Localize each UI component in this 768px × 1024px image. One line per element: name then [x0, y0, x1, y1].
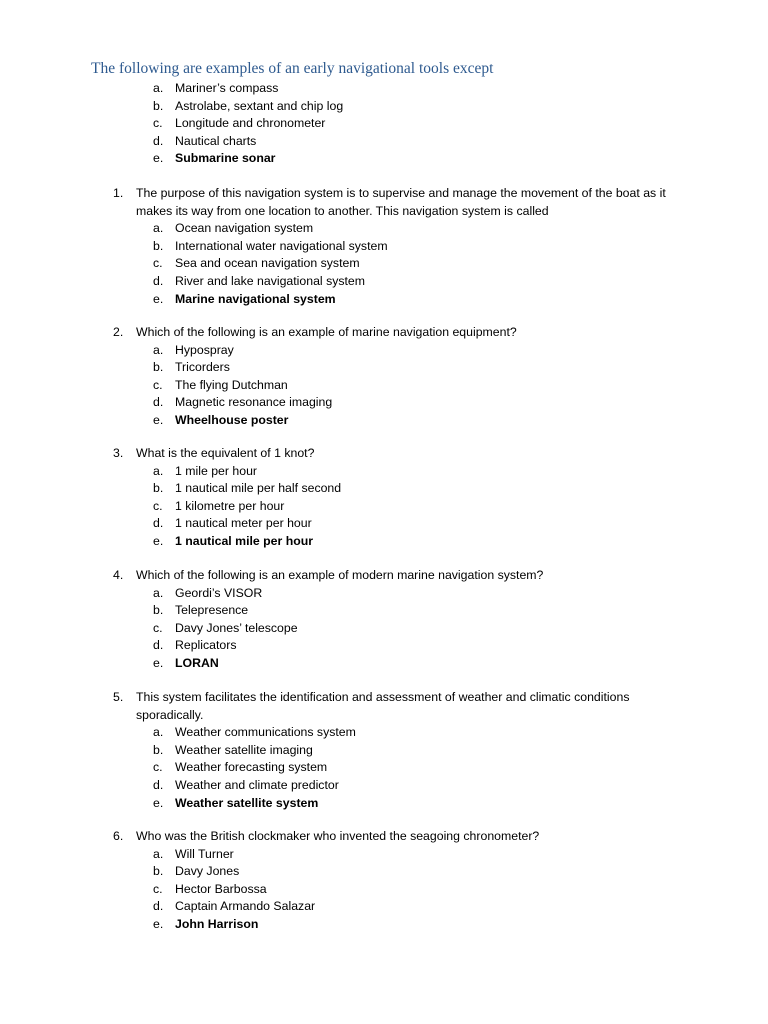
option-item — [0, 602, 768, 620]
option-letter: b. — [153, 481, 164, 496]
option-text: Mariner’s compass — [175, 81, 279, 95]
option-item — [0, 80, 768, 98]
option-letter: b. — [153, 742, 164, 757]
question-row — [0, 689, 768, 724]
option-item — [0, 863, 768, 881]
question-row — [0, 828, 768, 846]
option-item — [0, 463, 768, 481]
option-item — [0, 585, 768, 603]
option-item — [0, 255, 768, 273]
option-item — [0, 377, 768, 395]
question-row — [0, 185, 768, 220]
option-item — [0, 220, 768, 238]
option-letter: a. — [153, 585, 164, 600]
option-item-answer — [0, 795, 768, 813]
option-letter: d. — [153, 777, 164, 792]
question-text: Which of the following is an example of modern marine navigation system? — [136, 568, 544, 582]
option-letter: c. — [153, 620, 163, 635]
question-5 — [0, 689, 768, 812]
option-letter: c. — [153, 377, 163, 392]
option-text: Tricorders — [175, 360, 230, 375]
question-number: 2. — [113, 325, 124, 339]
option-text: River and lake navigational system — [175, 273, 366, 288]
option-letter: e. — [153, 412, 164, 427]
option-text: 1 kilometre per hour — [175, 498, 285, 513]
option-text: Geordi’s VISOR — [175, 585, 263, 600]
question-3 — [0, 445, 768, 551]
option-item — [0, 115, 768, 133]
option-letter: d. — [153, 899, 164, 914]
option-item-answer — [0, 150, 768, 168]
option-letter: e. — [153, 151, 164, 166]
question-6 — [0, 828, 768, 934]
option-text: Nautical charts — [175, 133, 257, 148]
option-letter: d. — [153, 273, 164, 288]
option-item — [0, 898, 768, 916]
option-item — [0, 394, 768, 412]
question-4 — [0, 567, 768, 673]
question-1 — [0, 185, 768, 308]
question-text: This system facilitates the identification and assessment of weather and climatic conditions sporadically. — [136, 690, 630, 722]
option-text: Will Turner — [175, 846, 234, 861]
option-text: Weather and climate predictor — [175, 777, 339, 792]
option-text: 1 nautical mile per hour — [175, 533, 314, 548]
option-letter: c. — [153, 760, 163, 775]
option-text: Replicators — [175, 638, 237, 653]
option-item — [0, 846, 768, 864]
option-letter: a. — [153, 725, 164, 740]
question-number: 4. — [113, 568, 124, 582]
question-number: 3. — [113, 446, 124, 460]
option-letter: b. — [153, 238, 164, 253]
option-letter: b. — [153, 98, 164, 113]
option-item-answer — [0, 655, 768, 673]
option-letter: e. — [153, 916, 164, 931]
option-item — [0, 273, 768, 291]
option-letter: d. — [153, 638, 164, 653]
option-letter: b. — [153, 360, 164, 375]
option-text: Telepresence — [175, 603, 249, 618]
option-item — [0, 359, 768, 377]
option-text: Davy Jones — [175, 864, 240, 879]
question-text: The purpose of this navigation system is to supervise and manage the movement of the boat as it makes its way from one location to another. This navigation system is called — [136, 186, 666, 218]
option-text: Weather communications system — [175, 725, 356, 740]
option-text: 1 mile per hour — [175, 463, 258, 478]
option-item — [0, 742, 768, 760]
option-text: Astrolabe, sextant and chip log — [175, 98, 344, 113]
option-item — [0, 480, 768, 498]
question-row — [0, 445, 768, 463]
option-item — [0, 498, 768, 516]
option-item — [0, 238, 768, 256]
option-letter: e. — [153, 291, 164, 306]
option-item-answer — [0, 533, 768, 551]
option-item-answer — [0, 291, 768, 309]
option-letter: c. — [153, 881, 163, 896]
question-text: Which of the following is an example of marine navigation equipment? — [136, 325, 517, 339]
option-letter: a. — [153, 342, 164, 357]
option-letter: c. — [153, 116, 163, 131]
option-text: Longitude and chronometer — [175, 116, 326, 131]
option-item — [0, 637, 768, 655]
option-item — [0, 133, 768, 151]
option-text: John Harrison — [175, 916, 259, 931]
option-letter: a. — [153, 463, 164, 478]
option-item — [0, 98, 768, 116]
option-text: LORAN — [175, 655, 219, 670]
option-letter: a. — [153, 81, 164, 95]
option-text: Hypospray — [175, 342, 234, 357]
option-text: Wheelhouse poster — [175, 412, 289, 427]
option-letter: e. — [153, 655, 164, 670]
option-letter: b. — [153, 603, 164, 618]
option-item — [0, 777, 768, 795]
question-number: 6. — [113, 829, 124, 843]
option-letter: e. — [153, 795, 164, 810]
option-letter: a. — [153, 221, 164, 236]
option-item — [0, 724, 768, 742]
question-text: What is the equivalent of 1 knot? — [136, 446, 315, 460]
option-item-answer — [0, 412, 768, 430]
option-text: The flying Dutchman — [175, 377, 288, 392]
question-2 — [0, 324, 768, 430]
option-text: Sea and ocean navigation system — [175, 256, 360, 271]
page-title: The following are examples of an early navigational tools except — [91, 60, 494, 77]
option-text: Weather satellite system — [175, 795, 319, 810]
question-number: 1. — [113, 186, 124, 200]
option-letter: e. — [153, 533, 164, 548]
option-item — [0, 759, 768, 777]
option-item — [0, 515, 768, 533]
option-text: Hector Barbossa — [175, 881, 267, 896]
option-text: Magnetic resonance imaging — [175, 395, 333, 410]
option-letter: b. — [153, 864, 164, 879]
option-letter: d. — [153, 516, 164, 531]
option-text: Davy Jones’ telescope — [175, 620, 298, 635]
option-text: Submarine sonar — [175, 151, 276, 166]
option-text: Ocean navigation system — [175, 221, 314, 236]
option-text: 1 nautical mile per half second — [175, 481, 342, 496]
option-text: Marine navigational system — [175, 291, 336, 306]
option-letter: d. — [153, 395, 164, 410]
option-text: Weather forecasting system — [175, 760, 328, 775]
option-text: 1 nautical meter per hour — [175, 516, 312, 531]
option-letter: a. — [153, 846, 164, 861]
option-item-answer — [0, 916, 768, 934]
question-text: Who was the British clockmaker who invented the seagoing chronometer? — [136, 829, 540, 843]
question-number: 5. — [113, 690, 124, 704]
option-text: Weather satellite imaging — [175, 742, 313, 757]
intro-options — [0, 80, 768, 168]
option-item — [0, 881, 768, 899]
option-text: Captain Armando Salazar — [175, 899, 316, 914]
option-item — [0, 620, 768, 638]
question-row — [0, 324, 768, 342]
question-row — [0, 567, 768, 585]
option-letter: c. — [153, 256, 163, 271]
option-letter: c. — [153, 498, 163, 513]
option-letter: d. — [153, 133, 164, 148]
option-text: International water navigational system — [175, 238, 388, 253]
option-item — [0, 342, 768, 360]
